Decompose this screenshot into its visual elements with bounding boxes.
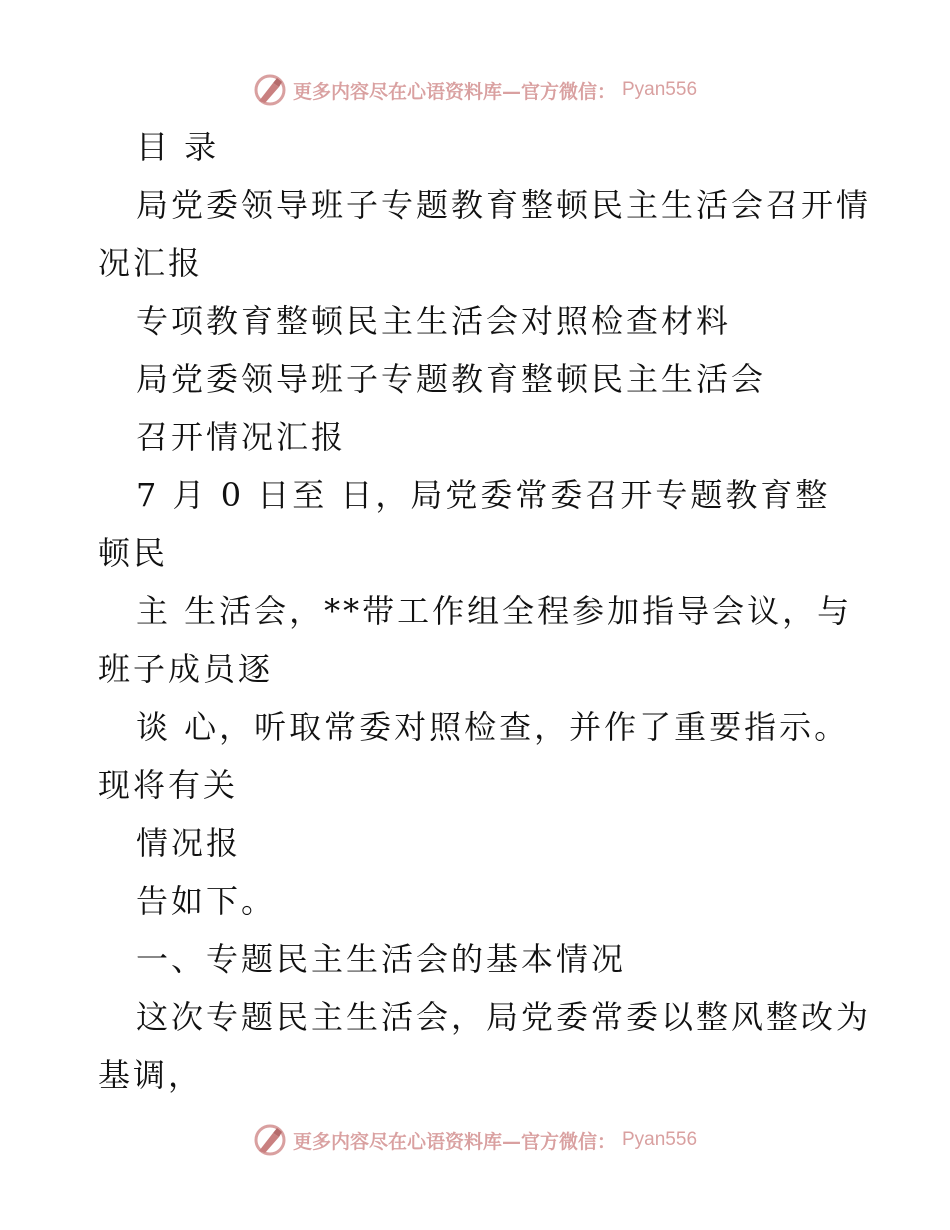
section-title-cont: 召开情况汇报 bbox=[136, 418, 347, 456]
header-banner bbox=[0, 70, 950, 110]
toc-title: 目 录 bbox=[136, 128, 220, 166]
paragraph-line: 班子成员逐 bbox=[98, 650, 274, 688]
banner-contact: Pyan556 bbox=[622, 79, 698, 100]
paragraph-line: 现将有关 bbox=[98, 766, 239, 804]
paragraph-line: 这次专题民主生活会，局党委常委以整风整改为 bbox=[136, 998, 872, 1036]
paragraph-line: 主 生活会，**带工作组全程参加指导会议，与 bbox=[136, 592, 853, 630]
paragraph-line: 情况报 bbox=[136, 824, 242, 862]
paragraph-line: 基调， bbox=[98, 1056, 204, 1094]
toc-item-1: 局党委领导班子专题教育整顿民主生活会召开情 bbox=[136, 186, 872, 224]
paragraph-line: 告如下。 bbox=[136, 882, 277, 920]
paragraph-line: 顿民 bbox=[98, 534, 169, 572]
toc-item-1-cont: 况汇报 bbox=[98, 244, 204, 282]
pen-logo-icon bbox=[253, 73, 287, 107]
toc-item-2: 专项教育整顿民主生活会对照检查材料 bbox=[136, 302, 732, 340]
pen-logo-icon bbox=[253, 1123, 287, 1157]
subheading: 一、专题民主生活会的基本情况 bbox=[136, 940, 627, 978]
banner-text: 更多内容尽在心语资料库—官方微信： bbox=[292, 1130, 616, 1153]
document-body bbox=[98, 118, 872, 1104]
paragraph-line: 7 月 0 日至 日，局党委常委召开专题教育整 bbox=[136, 476, 831, 514]
section-title: 局党委领导班子专题教育整顿民主生活会 bbox=[136, 360, 767, 398]
banner-contact: Pyan556 bbox=[622, 1129, 698, 1150]
banner-text: 更多内容尽在心语资料库—官方微信： bbox=[292, 80, 616, 103]
paragraph-line: 谈 心，听取常委对照检查，并作了重要指示。 bbox=[136, 708, 850, 746]
footer-banner bbox=[0, 1120, 950, 1160]
